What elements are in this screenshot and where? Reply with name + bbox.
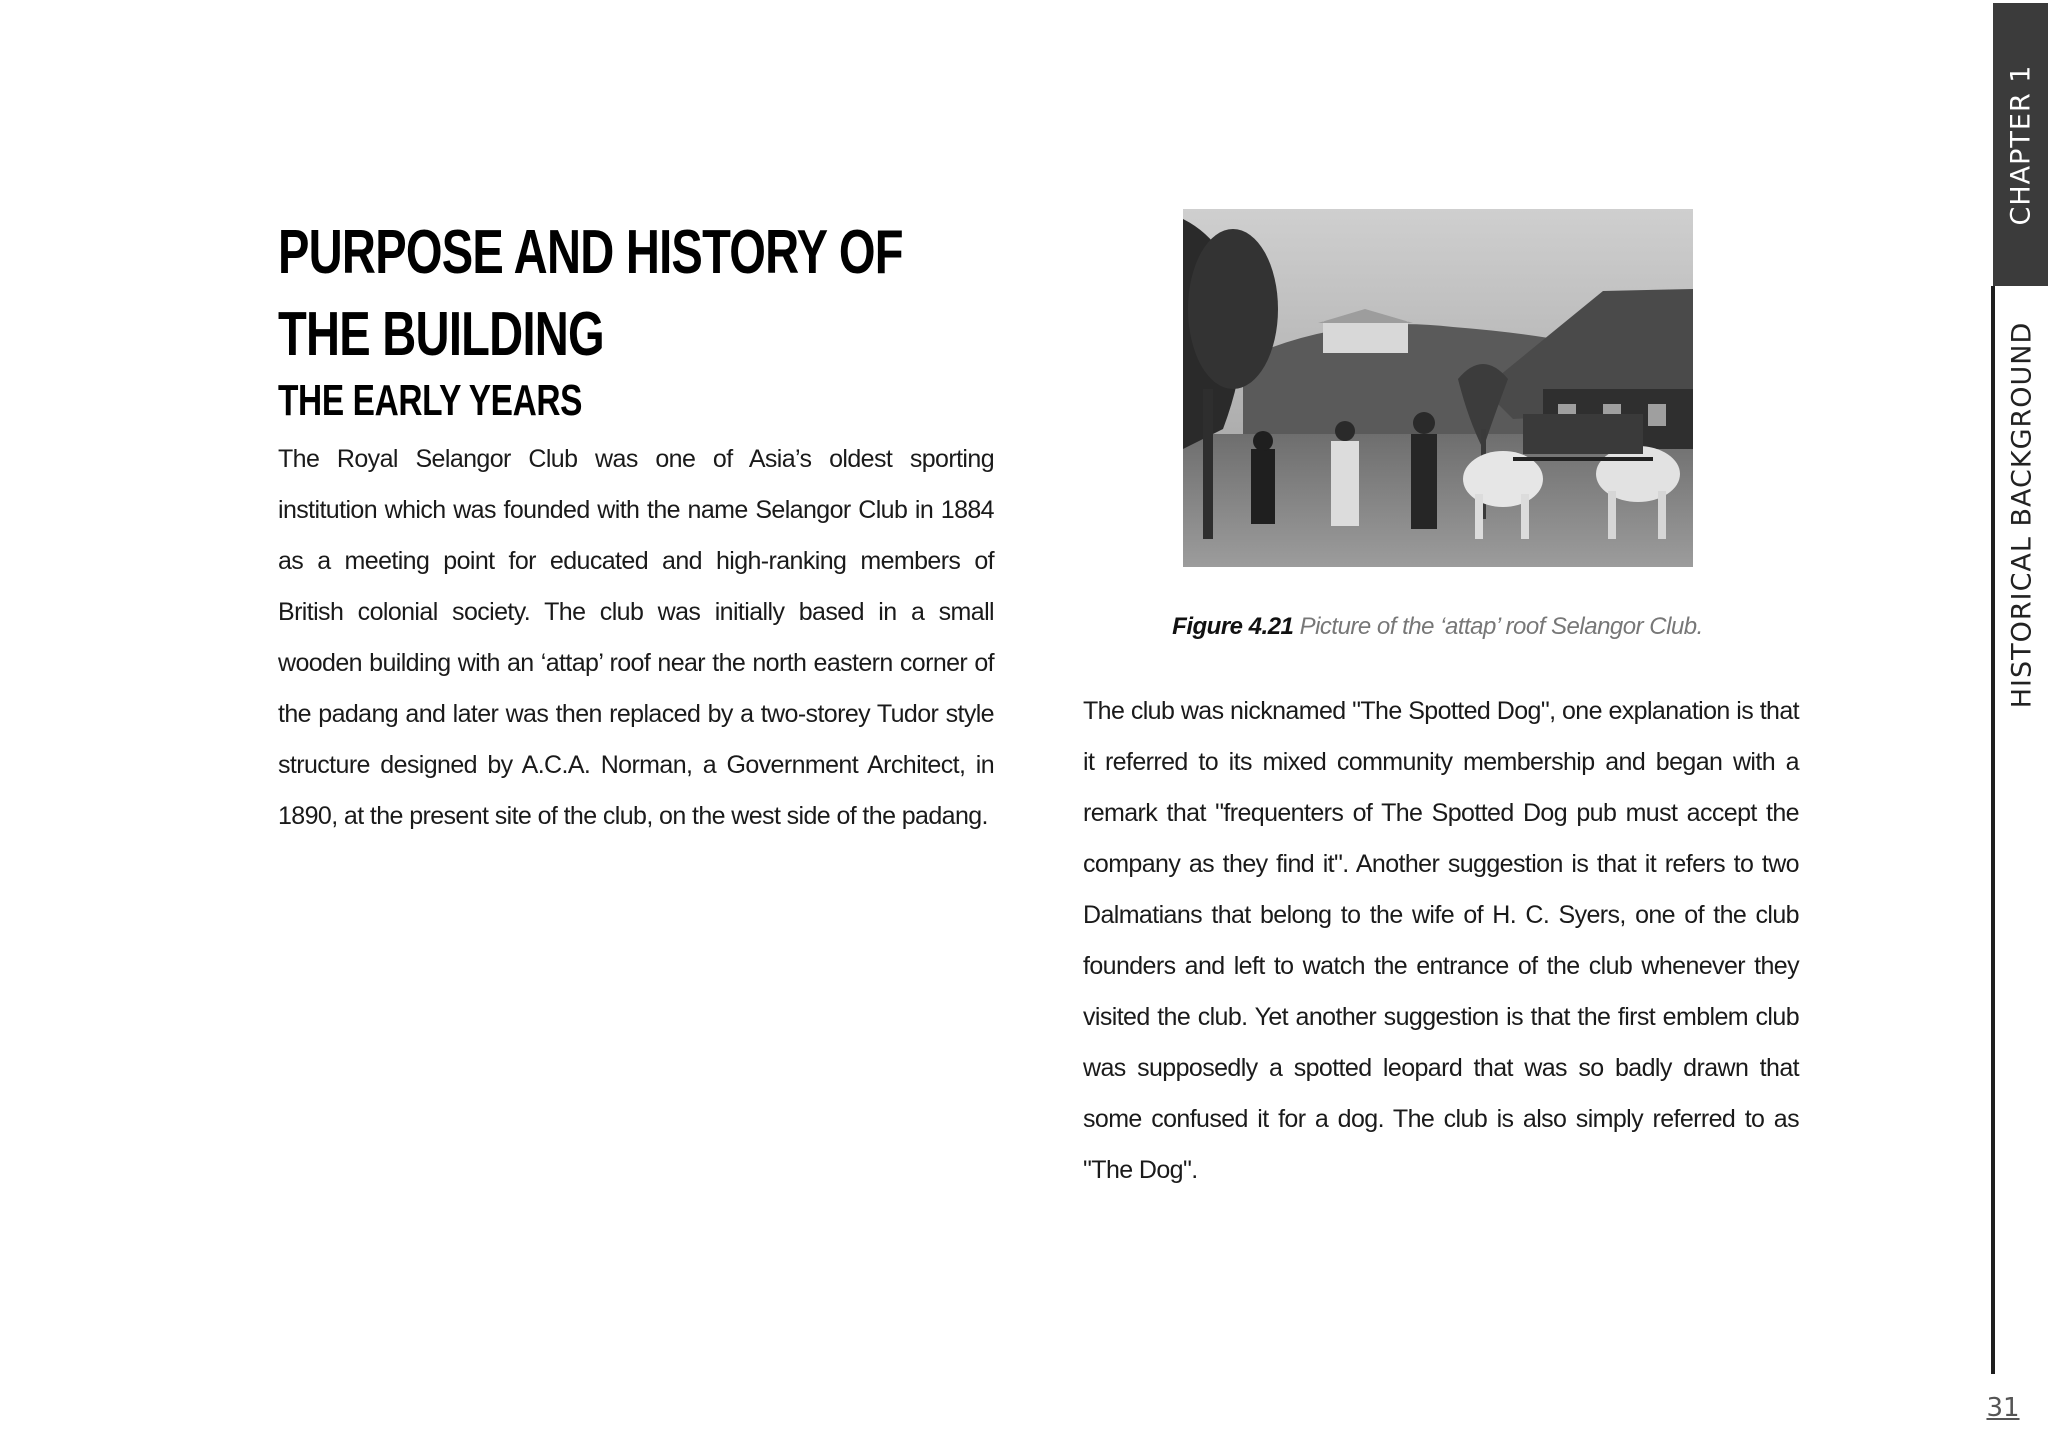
figure-label: Figure 4.21	[1172, 613, 1294, 640]
intro-paragraph: The Royal Selangor Club was one of Asia’s oldest sporting institution which was founded with the name Selangor Club in 1884 as a meeting point for educated and high-ranking members of British colonial society. The club was initially based in a small wooden building with an ‘attap’ roof near the north eastern corner of the padang and later was then replaced by a two-storey Tudor style structure designed by A.C.A. Norman, a Government Architect, in 1890, at the present site of the club, on the west side of the padang.	[278, 445, 994, 830]
chapter-tab-label: CHAPTER 1	[2005, 64, 2036, 225]
page-number: 31	[1986, 1393, 2020, 1423]
section-tab-label: HISTORICAL BACKGROUND	[2006, 321, 2038, 709]
historic-photo-image	[1183, 209, 1693, 567]
nickname-paragraph: The club was nicknamed "The Spotted Dog", one explanation is that it referred to its mixed community membership and began with a remark that "frequenters of The Spotted Dog pub must accept the company as they find it". Another suggestion is that it refers to two Dalmatians that belong to the wife of H. C. Syers, one of the club founders and left to watch the entrance of the club whenever they visited the club. Yet another suggestion is that the first emblem club was supposedly a spotted leopard that was so badly drawn that some confused it for a dog. The club is also simply referred to as "The Dog".	[1083, 697, 1799, 1184]
chapter-tab	[1993, 3, 2048, 286]
left-column	[278, 212, 994, 830]
figure-caption-text: Picture of the ‘attap’ roof Selangor Club.	[1299, 613, 1703, 640]
figure-caption	[1100, 610, 1775, 644]
side-divider-rule	[1991, 286, 1995, 1374]
section-tab	[1996, 290, 2048, 740]
figure-photo	[1183, 209, 1693, 567]
section-subtitle: THE EARLY YEARS	[278, 376, 583, 425]
page-title: PURPOSE AND HISTORY OF THE BUILDING	[278, 218, 903, 369]
